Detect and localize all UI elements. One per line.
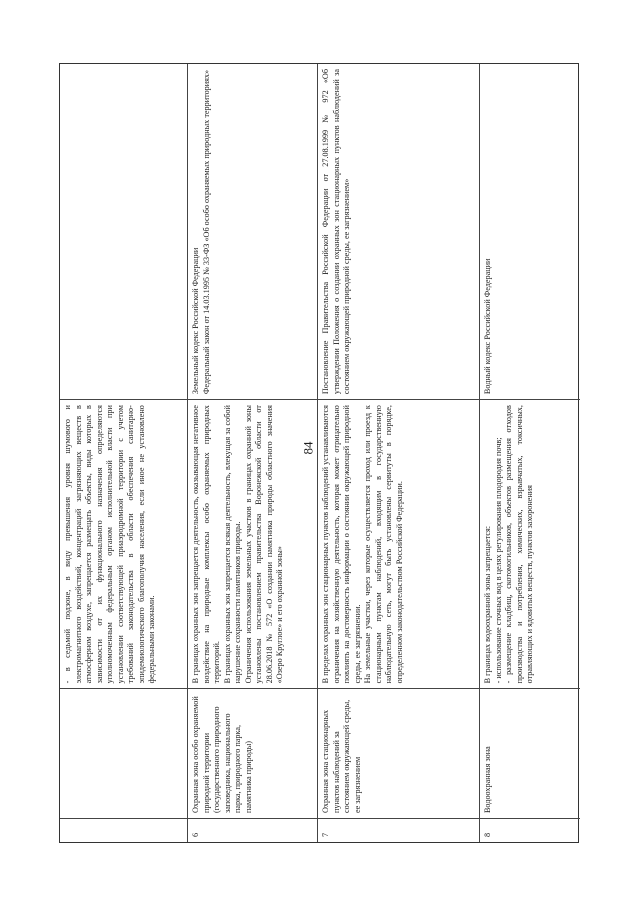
row-number-cell: 7 — [318, 818, 479, 842]
legal-basis-cell — [480, 64, 580, 399]
restriction-text: В границах охранных зон запрещается всякая деятельность, влекущая за собой нарушение сохранности памятников природы. — [222, 405, 242, 684]
row-number-cell — [60, 818, 187, 842]
restriction-text: На земельные участки, через которые осуществляется проход или проезд к стационарным пунктам наблюдений, входящим в государственную наблюдательную сеть, могут быть установлены сервитуты в порядке, определенном законодательством Российской Федерации. — [363, 405, 404, 684]
restriction-text: В границах охранных зон запрещается деятельность, оказывающая негативное воздействие на природные комплексы особо охраняемых природных территорий. — [191, 405, 221, 684]
restrictions-cell — [60, 399, 187, 688]
restriction-text: - использование сточных вод в целях регулирования плодородия почв; — [493, 437, 503, 684]
restriction-text: - в седьмой подзоне, в виду превышения уровня шумового и электромагнитного воздействий, концентраций загрязняющих веществ в атмосферном воздухе, запрещается размещать объекты, виды которых в зависимости от их функционального назначения определяются уполномоченным федеральным органом исполнительной власти при установлении соответствующей приаэродромной территории с учетом требований законодательства в области обеспечения санитарно-эпидемиологического благополучия населения, если иное не установлено федеральными законами. — [63, 405, 156, 684]
restrictions-cell — [188, 399, 317, 688]
row-number-cell: 6 — [188, 818, 317, 842]
table-row — [318, 64, 480, 842]
legal-text: Федеральный закон от 14.03.1995 № 33-ФЗ «Об особо охраняемых природных территориях» — [201, 69, 211, 395]
legal-basis-cell — [318, 64, 479, 399]
table-row — [480, 64, 580, 842]
zone-name-cell: Охранная зона стационарных пунктов наблюдений за состоянием окружающей среды, ее загрязнением — [318, 688, 479, 818]
restriction-text: - размещение кладбищ, скотомогильников, объектов размещения отходов производства и потребления, химических, взрывчатых, токсичных, отравляющих и ядовитых веществ, пунктов захоронения — [504, 405, 534, 684]
legal-text: Постановление Правительства Российской Федерации от 27.08.1999 № 972 «Об утверждении Положения о создании охранных зон стационарных пунктов наблюдений за состоянием окружающей природной среды, ее загрязнением» — [321, 69, 351, 395]
restrictions-cell — [480, 399, 580, 688]
restrictions-cell — [318, 399, 479, 688]
page-number: 84 — [300, 441, 316, 455]
zone-name-cell: Охранная зона особо охраняемой природной территории (государственного природного заповедника, национального парка, природного парка, памятника природы) — [188, 688, 317, 818]
zone-name-cell — [60, 688, 187, 818]
table-row — [188, 64, 318, 842]
restriction-text: Ограничения использования земельных участков в границах охранной зоны установлены постановлением правительства Воронежской области от 28.06.2018 № 572 «О создании памятника природы областного значения «Озеро Круглое» и его охранной зоны» — [243, 405, 284, 684]
restriction-text: В пределах охранных зон стационарных пунктов наблюдений устанавливаются ограничения на хозяйственную деятельность, которая может отрицательно повлиять на достоверность информации о состоянии окружающей природной среды, ее загрязнении. — [321, 405, 362, 684]
table-row — [60, 64, 188, 842]
legal-text: Земельный кодекс Российской Федерации — [191, 247, 200, 395]
legal-basis-cell — [188, 64, 317, 399]
restriction-text: В границах водоохранной зоны запрещается: — [483, 525, 492, 684]
row-number-cell: 8 — [480, 818, 580, 842]
restrictions-table — [59, 63, 579, 843]
legal-basis-cell — [60, 64, 187, 399]
legal-text: Водный кодекс Российской Федерации — [483, 258, 492, 395]
zone-name-cell: Водоохранная зона — [480, 688, 580, 818]
